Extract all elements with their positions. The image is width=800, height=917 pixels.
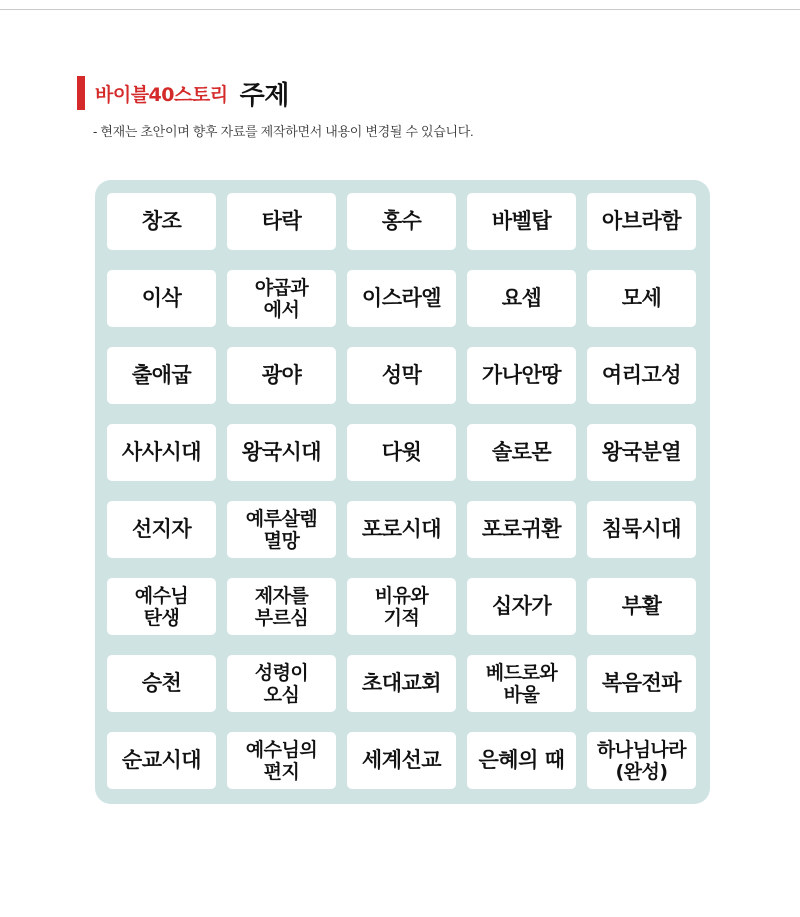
- topic-card[interactable]: [587, 424, 696, 481]
- topic-label: 이스라엘: [361, 286, 442, 310]
- topic-card[interactable]: [467, 501, 576, 558]
- topic-label: 홍수: [381, 209, 422, 233]
- topic-card[interactable]: [587, 732, 696, 789]
- topic-label: 아브라함: [601, 209, 682, 233]
- topic-label: 예수님의 편지: [245, 738, 318, 783]
- topic-card[interactable]: [347, 270, 456, 327]
- topic-label: 하나님나라 (완성): [596, 738, 687, 783]
- top-divider: [0, 9, 800, 10]
- topic-card[interactable]: [587, 655, 696, 712]
- topic-label: 요셉: [501, 286, 542, 310]
- topic-card[interactable]: [347, 732, 456, 789]
- topic-card[interactable]: [107, 732, 216, 789]
- topic-card[interactable]: [347, 501, 456, 558]
- topic-card[interactable]: [227, 655, 336, 712]
- topic-card[interactable]: [227, 501, 336, 558]
- topic-card[interactable]: [347, 347, 456, 404]
- topic-label: 모세: [621, 286, 662, 310]
- topic-label: 승천: [141, 671, 182, 695]
- topic-label: 비유와 기적: [374, 584, 429, 629]
- topic-grid: [107, 193, 696, 789]
- topic-label: 성막: [381, 363, 422, 387]
- topic-label: 선지자: [131, 517, 192, 541]
- topic-label: 성령이 오심: [254, 661, 309, 706]
- topic-card[interactable]: [467, 424, 576, 481]
- topic-card[interactable]: [227, 347, 336, 404]
- topic-label: 세계선교: [361, 748, 442, 772]
- topic-label: 바벨탑: [491, 209, 552, 233]
- topic-card[interactable]: [347, 424, 456, 481]
- topic-card[interactable]: [227, 270, 336, 327]
- topic-card[interactable]: [587, 193, 696, 250]
- topic-label: 예수님 탄생: [134, 584, 189, 629]
- topic-label: 순교시대: [121, 748, 202, 772]
- topic-label: 사사시대: [121, 440, 202, 464]
- topic-label: 가나안땅: [481, 363, 562, 387]
- topic-label: 왕국시대: [241, 440, 322, 464]
- topic-label: 부활: [621, 594, 662, 618]
- topic-label: 솔로몬: [491, 440, 552, 464]
- section-title: [77, 76, 289, 110]
- topic-label: 초대교회: [361, 671, 442, 695]
- topic-label: 이삭: [141, 286, 182, 310]
- topic-label: 포로시대: [361, 517, 442, 541]
- topic-label: 복음전파: [601, 671, 682, 695]
- topic-card[interactable]: [347, 578, 456, 635]
- topic-card[interactable]: [227, 578, 336, 635]
- topic-label: 광야: [261, 363, 302, 387]
- topic-label: 다윗: [381, 440, 422, 464]
- topic-card[interactable]: [107, 501, 216, 558]
- topic-card[interactable]: [107, 193, 216, 250]
- topic-label: 출애굽: [131, 363, 192, 387]
- topic-card[interactable]: [467, 193, 576, 250]
- topic-card[interactable]: [227, 732, 336, 789]
- topic-label: 왕국분열: [601, 440, 682, 464]
- topic-label: 은혜의 때: [478, 748, 565, 772]
- page-title: 주제: [239, 80, 289, 111]
- topic-card[interactable]: [107, 270, 216, 327]
- topic-label: 창조: [141, 209, 182, 233]
- topic-card[interactable]: [587, 347, 696, 404]
- topic-card[interactable]: [107, 347, 216, 404]
- topic-label: 침묵시대: [601, 517, 682, 541]
- title-accent-bar: [77, 76, 85, 110]
- topic-card[interactable]: [467, 270, 576, 327]
- topic-card[interactable]: [587, 270, 696, 327]
- topic-card[interactable]: [467, 347, 576, 404]
- topic-label: 십자가: [491, 594, 552, 618]
- topic-card[interactable]: [347, 193, 456, 250]
- topic-label: 예루살렘 멸망: [245, 507, 318, 552]
- topic-card[interactable]: [107, 655, 216, 712]
- topic-card[interactable]: [227, 424, 336, 481]
- topic-card[interactable]: [587, 501, 696, 558]
- topic-label: 제자를 부르심: [254, 584, 309, 629]
- topic-label: 포로귀환: [481, 517, 562, 541]
- topic-card[interactable]: [347, 655, 456, 712]
- topic-card[interactable]: [467, 578, 576, 635]
- topic-card[interactable]: [107, 424, 216, 481]
- topic-card[interactable]: [227, 193, 336, 250]
- topic-card[interactable]: [467, 732, 576, 789]
- topic-label: 타락: [261, 209, 302, 233]
- topic-card[interactable]: [107, 578, 216, 635]
- brand-label: 바이블40스토리: [95, 83, 228, 106]
- topic-card[interactable]: [587, 578, 696, 635]
- topic-label: 여리고성: [601, 363, 682, 387]
- topic-label: 야곱과 에서: [254, 276, 309, 321]
- topic-card[interactable]: [467, 655, 576, 712]
- topic-panel: [95, 180, 710, 804]
- draft-notice: - 현재는 초안이며 향후 자료를 제작하면서 내용이 변경될 수 있습니다.: [93, 124, 474, 139]
- topic-label: 베드로와 바울: [485, 661, 558, 706]
